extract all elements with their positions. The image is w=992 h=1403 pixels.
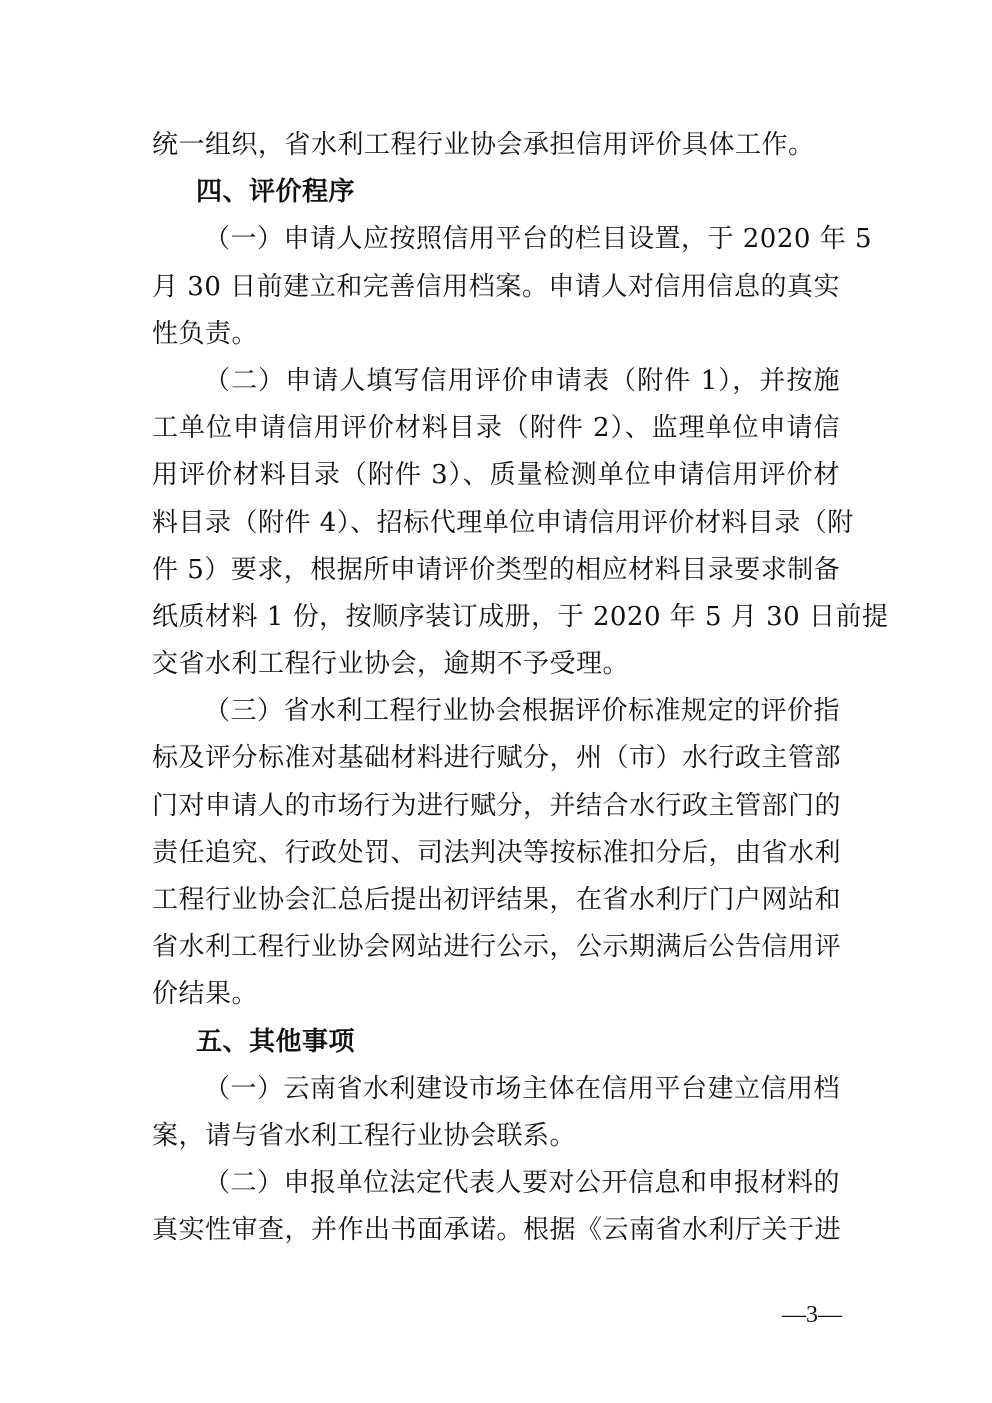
text-line: 案，请与省水利工程行业协会联系。 bbox=[152, 1120, 577, 1151]
text-line: 真实性审查，并作出书面承诺。根据《云南省水利厅关于进 bbox=[152, 1215, 842, 1246]
text-line: 件 5）要求，根据所申请评价类型的相应材料目录要求制备 bbox=[152, 554, 841, 585]
text-line: 价结果。 bbox=[152, 979, 259, 1010]
text-line: 标及评分标准对基础材料进行赋分，州（市）水行政主管部 bbox=[152, 743, 842, 774]
text-line: 门对申请人的市场行为进行赋分，并结合水行政主管部门的 bbox=[152, 790, 842, 821]
body-text bbox=[152, 122, 889, 1255]
page-number: —3— bbox=[782, 1302, 842, 1328]
text-line: 月 30 日前建立和完善信用档案。申请人对信用信息的真实 bbox=[152, 271, 840, 302]
section-heading: 四、评价程序 bbox=[196, 177, 356, 208]
text-line: （二）申请人填写信用评价申请表（附件 1），并按施 bbox=[204, 365, 840, 396]
text-line: （二）申报单位法定代表人要对公开信息和申报材料的 bbox=[204, 1168, 841, 1199]
text-line: 工单位申请信用评价材料目录（附件 2）、监理单位申请信 bbox=[152, 413, 840, 444]
text-line: 料目录（附件 4）、招标代理单位申请信用评价材料目录（附 bbox=[152, 507, 854, 538]
text-line: 责任追究、行政处罚、司法判决等按标准扣分后，由省水利 bbox=[152, 837, 842, 868]
text-line: （一）申请人应按照信用平台的栏目设置，于 2020 年 5 bbox=[204, 224, 873, 255]
text-line: （三）省水利工程行业协会根据评价标准规定的评价指 bbox=[204, 696, 841, 727]
text-line: （一）云南省水利建设市场主体在信用平台建立信用档 bbox=[204, 1073, 841, 1104]
text-line: 工程行业协会汇总后提出初评结果，在省水利厅门户网站和 bbox=[152, 885, 842, 915]
text-line: 统一组织，省水利工程行业协会承担信用评价具体工作。 bbox=[152, 130, 815, 160]
text-line: 用评价材料目录（附件 3）、质量检测单位申请信用评价材 bbox=[152, 460, 840, 491]
text-line: 性负责。 bbox=[152, 318, 259, 349]
text-line: 交省水利工程行业协会，逾期不予受理。 bbox=[152, 649, 630, 680]
section-heading: 五、其他事项 bbox=[196, 1026, 356, 1057]
text-line: 纸质材料 1 份，按顺序装订成册，于 2020 年 5 月 30 日前提 bbox=[152, 601, 889, 632]
text-line: 省水利工程行业协会网站进行公示，公示期满后公告信用评 bbox=[152, 932, 842, 963]
